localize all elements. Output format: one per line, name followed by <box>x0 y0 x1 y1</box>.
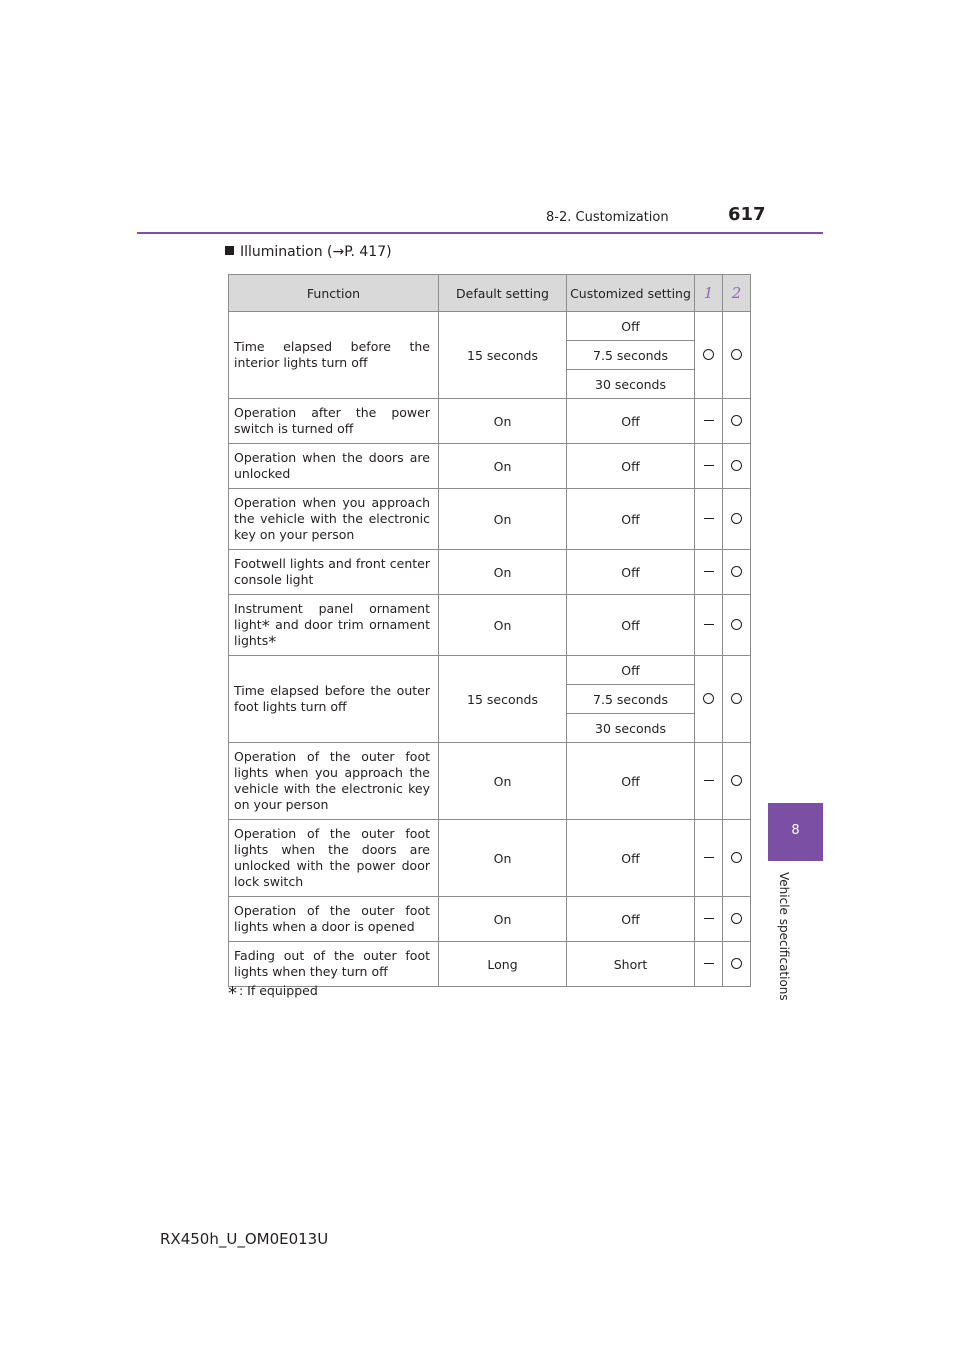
table-row <box>229 312 751 341</box>
col1-mark <box>695 489 723 550</box>
col1-mark <box>695 595 723 656</box>
col1-mark <box>695 444 723 489</box>
chapter-label: Vehicle specifications <box>777 872 791 1001</box>
option-cell: 30 seconds <box>567 370 695 399</box>
default-cell: On <box>439 897 567 942</box>
page-header <box>0 0 960 240</box>
col1-mark <box>695 399 723 444</box>
col2-mark <box>723 743 751 820</box>
bullet-square-icon <box>225 246 234 255</box>
dash-mark-icon <box>704 857 714 859</box>
numbered-circle-2-icon: 2 <box>731 284 742 302</box>
numbered-circle-1-icon: 1 <box>703 284 714 302</box>
col2-mark <box>723 444 751 489</box>
reference-arrow-icon: → <box>332 244 345 260</box>
option-cell: Off <box>567 595 695 656</box>
table-row <box>229 489 751 550</box>
option-cell: Off <box>567 312 695 341</box>
option-cell: 30 seconds <box>567 714 695 743</box>
table-row <box>229 595 751 656</box>
dash-mark-icon <box>704 918 714 920</box>
function-cell <box>229 595 439 656</box>
function-cell: Fading out of the outer foot lights when they turn off <box>229 942 439 987</box>
col2-mark <box>723 656 751 743</box>
footnote-text: : If equipped <box>239 983 318 998</box>
section-title-text: Illumination ( <box>240 244 333 260</box>
col2-mark <box>723 595 751 656</box>
col2-mark <box>723 942 751 987</box>
col2-mark <box>723 312 751 399</box>
default-cell: On <box>439 595 567 656</box>
document-code: RX450h_U_OM0E013U <box>160 1230 329 1248</box>
section-title <box>225 244 392 260</box>
circle-mark-icon <box>731 415 742 426</box>
section-heading: 8-2. Customization <box>546 210 669 225</box>
table-row <box>229 656 751 685</box>
col2-mark <box>723 897 751 942</box>
circle-mark-icon <box>731 958 742 969</box>
col1-mark <box>695 942 723 987</box>
option-cell: Off <box>567 820 695 897</box>
option-cell: Off <box>567 743 695 820</box>
header-default: Default setting <box>439 275 567 312</box>
default-cell: Long <box>439 942 567 987</box>
footnote-marker: * <box>261 616 270 635</box>
circle-mark-icon <box>703 349 714 360</box>
page-number: 617 <box>728 204 766 225</box>
header-function: Function <box>229 275 439 312</box>
circle-mark-icon <box>731 349 742 360</box>
chapter-tab <box>768 803 823 861</box>
col1-mark <box>695 550 723 595</box>
table-row <box>229 743 751 820</box>
default-cell: On <box>439 399 567 444</box>
header-col2 <box>723 275 751 312</box>
function-cell: Operation when the doors are unlocked <box>229 444 439 489</box>
header-col1 <box>695 275 723 312</box>
dash-mark-icon <box>704 571 714 573</box>
function-cell: Footwell lights and front center console light <box>229 550 439 595</box>
col1-mark <box>695 897 723 942</box>
default-cell: 15 seconds <box>439 656 567 743</box>
default-cell: On <box>439 489 567 550</box>
col2-mark <box>723 399 751 444</box>
option-cell: Off <box>567 489 695 550</box>
circle-mark-icon <box>731 775 742 786</box>
footnote-marker: * <box>268 632 277 651</box>
function-cell: Operation of the outer foot lights when you approach the vehicle with the electronic key on your person <box>229 743 439 820</box>
illumination-table <box>228 274 751 987</box>
circle-mark-icon <box>731 566 742 577</box>
dash-mark-icon <box>704 420 714 422</box>
section-title-ref: P. 417) <box>344 244 392 260</box>
table-row <box>229 897 751 942</box>
option-cell: Off <box>567 897 695 942</box>
col2-mark <box>723 820 751 897</box>
circle-mark-icon <box>731 852 742 863</box>
header-customized: Customized setting <box>567 275 695 312</box>
chapter-number: 8 <box>791 823 800 838</box>
circle-mark-icon <box>731 619 742 630</box>
circle-mark-icon <box>731 693 742 704</box>
function-cell: Operation of the outer foot lights when the doors are unlocked with the power door lock switch <box>229 820 439 897</box>
option-cell: Off <box>567 444 695 489</box>
table-row <box>229 820 751 897</box>
option-cell: Off <box>567 399 695 444</box>
function-cell: Operation after the power switch is turned off <box>229 399 439 444</box>
default-cell: On <box>439 550 567 595</box>
option-cell: Short <box>567 942 695 987</box>
function-cell: Operation of the outer foot lights when a door is opened <box>229 897 439 942</box>
option-cell: Off <box>567 550 695 595</box>
circle-mark-icon <box>731 460 742 471</box>
dash-mark-icon <box>704 465 714 467</box>
option-cell: Off <box>567 656 695 685</box>
default-cell: On <box>439 444 567 489</box>
circle-mark-icon <box>731 513 742 524</box>
header-rule <box>137 232 823 234</box>
col1-mark <box>695 820 723 897</box>
dash-mark-icon <box>704 963 714 965</box>
dash-mark-icon <box>704 518 714 520</box>
circle-mark-icon <box>731 913 742 924</box>
footnote <box>228 983 318 1004</box>
circle-mark-icon <box>703 693 714 704</box>
table-row <box>229 444 751 489</box>
col2-mark <box>723 489 751 550</box>
function-cell: Time elapsed before the interior lights turn off <box>229 312 439 399</box>
function-text: and door trim ornament lights <box>234 617 430 648</box>
table-header-row <box>229 275 751 312</box>
function-text: Instrument panel ornament light <box>234 601 430 632</box>
footnote-star: * <box>228 983 237 1004</box>
table-row <box>229 550 751 595</box>
col2-mark <box>723 550 751 595</box>
table-row <box>229 399 751 444</box>
col1-mark <box>695 743 723 820</box>
option-cell: 7.5 seconds <box>567 685 695 714</box>
function-cell: Operation when you approach the vehicle with the electronic key on your person <box>229 489 439 550</box>
option-cell: 7.5 seconds <box>567 341 695 370</box>
function-cell: Time elapsed before the outer foot lights turn off <box>229 656 439 743</box>
dash-mark-icon <box>704 780 714 782</box>
col1-mark <box>695 312 723 399</box>
default-cell: On <box>439 820 567 897</box>
default-cell: 15 seconds <box>439 312 567 399</box>
dash-mark-icon <box>704 624 714 626</box>
table-row <box>229 942 751 987</box>
col1-mark <box>695 656 723 743</box>
default-cell: On <box>439 743 567 820</box>
